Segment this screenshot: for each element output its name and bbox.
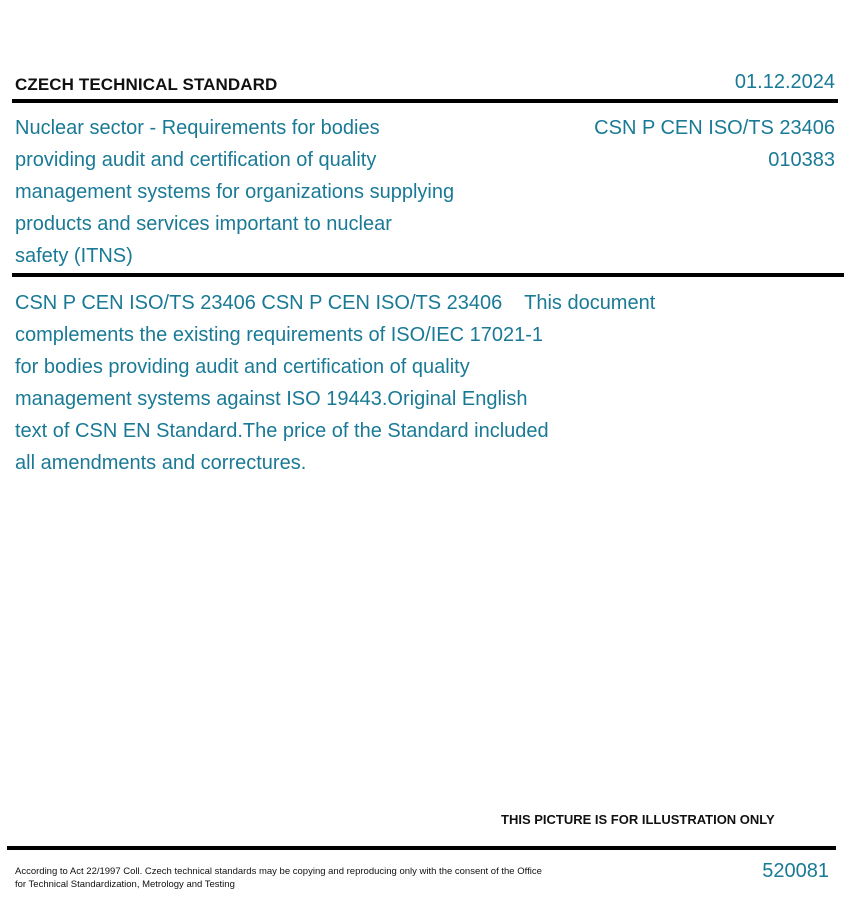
title-line: Nuclear sector - Requirements for bodies: [15, 117, 380, 139]
illustration-disclaimer: THIS PICTURE IS FOR ILLUSTRATION ONLY: [501, 812, 775, 827]
footer-divider: [7, 846, 836, 850]
title-line: providing audit and certification of quality: [15, 149, 377, 171]
document-type-heading: CZECH TECHNICAL STANDARD: [15, 75, 278, 94]
title-line: management systems for organizations supplying: [15, 181, 455, 203]
standard-code: CSN P CEN ISO/TS 23406: [594, 117, 835, 139]
title-line: safety (ITNS): [15, 245, 133, 267]
standard-description: [15, 287, 715, 479]
header-divider: [12, 99, 838, 103]
description-line: management systems against ISO 19443.Original English: [15, 388, 528, 410]
description-line: text of CSN EN Standard.The price of the Standard included: [15, 420, 549, 442]
standard-identifiers: [594, 112, 835, 176]
legal-notice: [15, 865, 585, 891]
class-number: 010383: [768, 149, 835, 171]
catalog-number: 520081: [762, 860, 829, 882]
description-line: CSN P CEN ISO/TS 23406 CSN P CEN ISO/TS 23406 This document: [15, 292, 656, 314]
title-divider: [12, 273, 844, 277]
description-line: all amendments and correctures.: [15, 452, 307, 474]
description-line: complements the existing requirements of ISO/IEC 17021-1: [15, 324, 544, 346]
title-line: products and services important to nuclear: [15, 213, 392, 235]
legal-line: for Technical Standardization, Metrology and Testing: [15, 879, 235, 890]
publication-date: 01.12.2024: [734, 71, 835, 93]
description-line: for bodies providing audit and certification of quality: [15, 356, 470, 378]
legal-line: According to Act 22/1997 Coll. Czech technical standards may be copying and reproducing only with the consent of the Office: [15, 866, 542, 877]
standard-title: [15, 112, 505, 272]
